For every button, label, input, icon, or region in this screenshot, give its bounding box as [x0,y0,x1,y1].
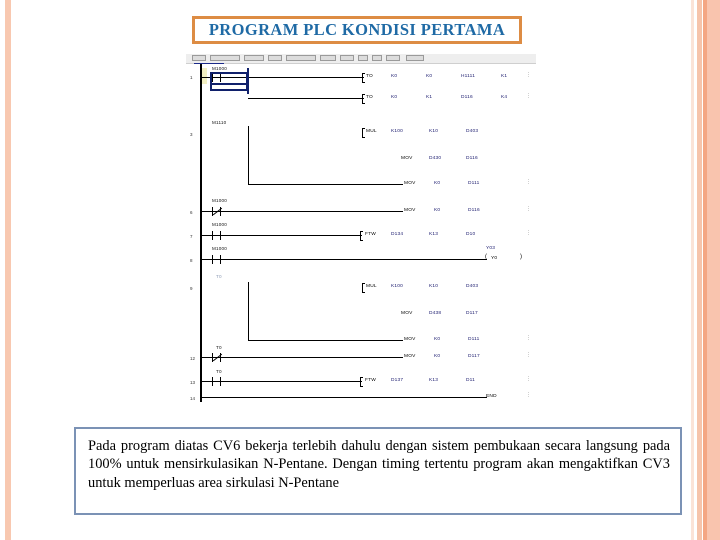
branch-wire [247,68,249,94]
contact-label: M1000 [212,198,228,203]
rung-wire [342,77,364,78]
contact-no[interactable] [212,377,221,386]
instruction-operand[interactable]: K10 [429,284,439,289]
instruction-operand[interactable]: D134 [391,232,404,237]
instruction-operand[interactable]: D116 [461,95,473,100]
toolbar-button-group[interactable] [386,55,400,61]
instruction-bracket [360,231,363,241]
caption-paragraph: Pada program diatas CV6 bekerja terlebih dahulu dengan sistem pembukaan secara langsung pada 100% untuk mensirkulasikan N-Pentane. Dengan timing tertentu program akan mengaktifkan CV3 untuk memperluas area sirkulasi N-Pentane [88,438,670,491]
rung-wire [202,357,403,358]
toolbar-button-group[interactable] [320,55,336,61]
right-accent-stripe-3 [703,0,707,540]
caption-text-box [74,427,682,515]
toolbar-button-group[interactable] [244,55,264,61]
instruction-operand[interactable]: K0 [391,74,398,79]
instruction-name[interactable]: MUL [366,284,377,289]
ladder-canvas[interactable] [186,64,536,406]
row-continuation-dots: ⋮ [526,206,531,212]
instruction-operand[interactable]: D403 [466,129,479,134]
instruction-name[interactable]: MOV [404,337,416,342]
toolbar-button-group[interactable] [406,55,424,61]
instruction-operand[interactable]: K13 [429,232,439,237]
right-accent-stripe-1 [691,0,694,540]
rung-wire [248,184,403,185]
coil-operand[interactable]: Y0 [491,256,498,261]
instruction-operand[interactable]: D111 [468,181,480,186]
instruction-bracket [362,128,365,138]
rung-number: 8 [190,258,193,263]
instruction-operand[interactable]: K13 [429,378,439,383]
instruction-name[interactable]: TO [366,74,373,79]
instruction-operand[interactable]: D111 [468,337,480,342]
branch-wire [248,126,249,184]
contact-label: T0 [216,274,222,279]
ladder-edit-cursor [202,68,207,84]
contact-no[interactable] [212,255,221,264]
contact-nc[interactable] [212,207,221,216]
instruction-name[interactable]: FTW [365,232,376,237]
instruction-operand[interactable]: D11 [466,378,476,383]
instruction-name[interactable]: FTW [365,378,376,383]
contact-label: T0 [216,345,222,350]
instruction-operand[interactable]: K0 [391,95,398,100]
left-accent-stripe [5,0,11,540]
row-continuation-dots: ⋮ [526,230,531,236]
right-accent-stripe-2 [697,0,702,540]
instruction-operand[interactable]: K1 [501,74,508,79]
output-coil-close: ) [520,254,522,260]
coil-label: Y03 [486,246,496,251]
rung-number: 14 [190,396,196,401]
toolbar-button-group[interactable] [268,55,282,61]
rung-number: 13 [190,380,196,385]
toolbar-button-group[interactable] [192,55,206,61]
instruction-operand[interactable]: K100 [391,129,404,134]
instruction-operand[interactable]: D117 [466,311,478,316]
contact-label: M1000 [212,222,228,227]
instruction-name[interactable]: MOV [401,156,413,161]
instruction-name[interactable]: TO [366,95,373,100]
instruction-operand[interactable]: D430 [429,156,442,161]
plc-ladder-screenshot [186,54,536,406]
instruction-operand[interactable]: K0 [426,74,433,79]
instruction-operand[interactable]: K0 [434,354,441,359]
toolbar-button-group[interactable] [286,55,316,61]
contact-no[interactable] [212,231,221,240]
output-coil[interactable]: ( [485,254,487,260]
rung-number: 7 [190,234,193,239]
contact-label: M1110 [212,120,227,125]
branch-wire [248,282,249,340]
row-continuation-dots: ⋮ [526,72,531,78]
toolbar-button-group[interactable] [340,55,354,61]
instruction-operand[interactable]: K0 [434,181,441,186]
instruction-operand[interactable]: D10 [466,232,476,237]
ladder-left-power-rail [200,64,202,402]
toolbar-button-group[interactable] [372,55,382,61]
instruction-bracket [362,94,365,104]
instruction-bracket [362,283,365,293]
row-continuation-dots: ⋮ [526,179,531,185]
instruction-name[interactable]: MOV [401,311,413,316]
row-continuation-dots: ⋮ [526,352,531,358]
instruction-operand[interactable]: K100 [391,284,404,289]
instruction-operand[interactable]: D403 [466,284,479,289]
rung-number: 1 [190,75,193,80]
instruction-name[interactable]: MUL [366,129,377,134]
slide-title-box [192,16,522,44]
instruction-operand[interactable]: D116 [466,156,478,161]
right-accent-stripe-4 [707,0,720,540]
instruction-operand[interactable]: K4 [501,95,508,100]
instruction-name[interactable]: MOV [404,181,416,186]
contact-label: M1000 [212,246,228,251]
instruction-operand[interactable]: K0 [434,337,441,342]
row-continuation-dots: ⋮ [526,93,531,99]
page-title: PROGRAM PLC KONDISI PERTAMA [208,20,506,39]
instruction-operand[interactable]: K1 [426,95,433,100]
rung-number: 6 [190,210,193,215]
contact-label: T0 [216,369,222,374]
rung-wire [202,381,362,382]
rung-number: 9 [190,286,193,291]
instruction-end[interactable]: END [486,394,497,399]
selected-element-outline [210,84,248,91]
row-continuation-dots: ⋮ [526,376,531,382]
rung-number: 12 [190,356,196,361]
rung-wire [248,340,403,341]
contact-label: M1000 [212,66,228,71]
rung-wire [202,397,487,398]
toolbar-button-group[interactable] [358,55,368,61]
rung-wire [202,211,403,212]
instruction-operand[interactable]: K10 [429,129,439,134]
instruction-bracket [362,73,365,83]
instruction-operand[interactable]: D438 [429,311,442,316]
row-continuation-dots: ⋮ [526,335,531,341]
rung-wire [202,235,362,236]
instruction-name[interactable]: MOV [404,354,416,359]
plc-toolbar [186,54,536,64]
rung-wire [202,259,487,260]
rung-wire [248,98,364,99]
instruction-operand[interactable]: D116 [468,208,480,213]
instruction-bracket [360,377,363,387]
row-continuation-dots: ⋮ [526,392,531,398]
instruction-operand[interactable]: D137 [391,378,404,383]
instruction-operand[interactable]: H1111 [461,74,476,79]
rung-number: 3 [190,132,193,137]
instruction-operand[interactable]: K0 [434,208,441,213]
instruction-name[interactable]: MOV [404,208,416,213]
toolbar-button-group[interactable] [210,55,240,61]
contact-nc[interactable] [212,353,221,362]
instruction-operand[interactable]: D117 [468,354,480,359]
